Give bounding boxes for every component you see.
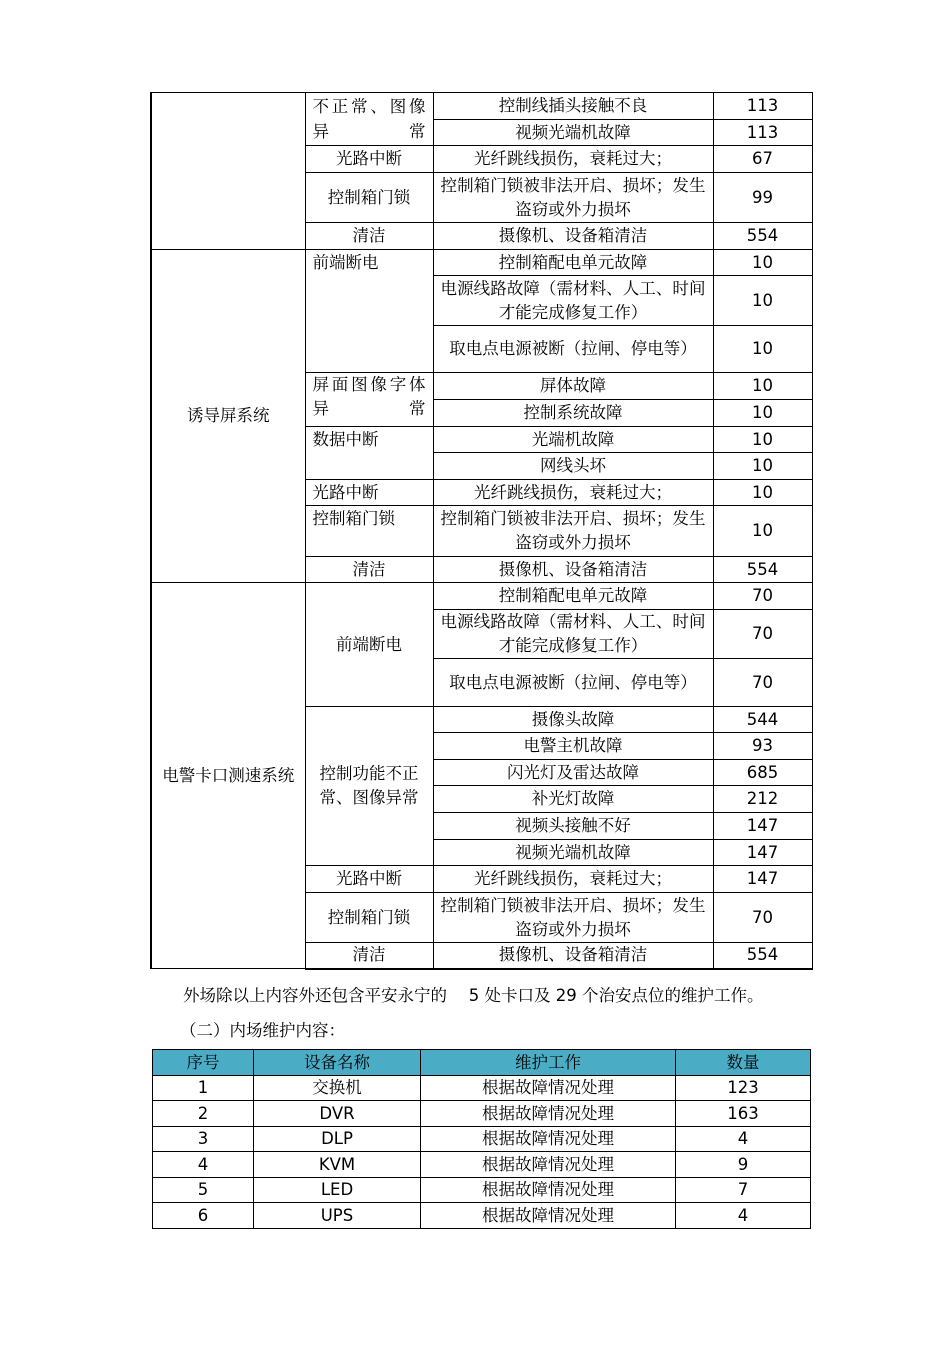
fault-cell: 光路中断 <box>305 146 433 173</box>
fault-cell: 屏面图像字体异常 <box>305 373 433 427</box>
cause-cell: 补光灯故障 <box>433 786 713 813</box>
cause-cell: 控制系统故障 <box>433 400 713 427</box>
cause-cell: 视频光端机故障 <box>433 120 713 146</box>
table-row <box>153 1178 811 1203</box>
table-row <box>153 1127 811 1152</box>
device-cell: KVM <box>254 1152 421 1178</box>
qty-cell: 212 <box>713 786 812 813</box>
cause-cell: 闪光灯及雷达故障 <box>433 760 713 786</box>
section-heading: （二）内场维护内容： <box>180 1021 345 1040</box>
cause-cell: 电源线路故障（需材料、人工、时间才能完成修复工作） <box>433 610 713 659</box>
cause-cell: 控制箱门锁被非法开启、损坏；发生盗窃或外力损坏 <box>433 506 713 557</box>
fault-cell: 前端断电 <box>305 250 433 373</box>
qty-cell: 147 <box>713 813 812 840</box>
fault-cell: 光路中断 <box>305 866 433 893</box>
table-header-row <box>153 1050 811 1076</box>
work-cell: 根据故障情况处理 <box>421 1101 676 1127</box>
qty-cell: 70 <box>713 659 812 707</box>
cause-cell: 控制线插头接触不良 <box>433 93 713 120</box>
cause-cell: 摄像头故障 <box>433 707 713 733</box>
index-cell: 3 <box>153 1127 254 1152</box>
fault-cell: 清洁 <box>305 943 433 969</box>
qty-cell: 123 <box>676 1076 811 1101</box>
cause-cell: 控制箱配电单元故障 <box>433 583 713 610</box>
work-cell: 根据故障情况处理 <box>421 1203 676 1229</box>
fault-cell: 控制功能不正常、图像异常 <box>305 707 433 866</box>
qty-cell: 147 <box>713 840 812 866</box>
table-row <box>153 1152 811 1178</box>
qty-cell: 10 <box>713 506 812 557</box>
cause-cell: 控制箱门锁被非法开启、损坏；发生盗窃或外力损坏 <box>433 893 713 943</box>
qty-cell: 70 <box>713 893 812 943</box>
qty-cell: 163 <box>676 1101 811 1127</box>
qty-cell: 10 <box>713 480 812 506</box>
cause-cell: 摄像机、设备箱清洁 <box>433 557 713 583</box>
index-cell: 2 <box>153 1101 254 1127</box>
cause-cell: 摄像机、设备箱清洁 <box>433 943 713 969</box>
qty-cell: 93 <box>713 733 812 760</box>
qty-cell: 10 <box>713 276 812 326</box>
table-row <box>151 583 812 610</box>
qty-cell: 554 <box>713 557 812 583</box>
qty-cell: 7 <box>676 1178 811 1203</box>
indoor-maintenance-table <box>152 1049 811 1229</box>
qty-cell: 67 <box>713 146 812 173</box>
device-cell: DLP <box>254 1127 421 1152</box>
work-cell: 根据故障情况处理 <box>421 1076 676 1101</box>
device-cell: LED <box>254 1178 421 1203</box>
qty-cell: 4 <box>676 1203 811 1229</box>
qty-cell: 554 <box>713 943 812 969</box>
qty-cell: 544 <box>713 707 812 733</box>
system-cell <box>151 93 305 250</box>
cause-cell: 网线头坏 <box>433 453 713 480</box>
qty-cell: 10 <box>713 427 812 453</box>
qty-cell: 685 <box>713 760 812 786</box>
fault-cell: 控制箱门锁 <box>305 506 433 557</box>
system-cell: 诱导屏系统 <box>151 250 305 583</box>
device-cell: UPS <box>254 1203 421 1229</box>
qty-cell: 10 <box>713 250 812 276</box>
cause-cell: 控制箱配电单元故障 <box>433 250 713 276</box>
cause-cell: 取电点电源被断（拉闸、停电等） <box>433 326 713 373</box>
device-cell: DVR <box>254 1101 421 1127</box>
system-cell: 电警卡口测速系统 <box>151 583 305 969</box>
header-work: 维护工作 <box>421 1050 676 1076</box>
fault-cell: 数据中断 <box>305 427 433 480</box>
table-row <box>153 1076 811 1101</box>
cause-cell: 光纤跳线损伤，衰耗过大； <box>433 480 713 506</box>
fault-cell: 清洁 <box>305 223 433 250</box>
header-device: 设备名称 <box>254 1050 421 1076</box>
cause-cell: 光纤跳线损伤，衰耗过大； <box>433 146 713 173</box>
header-qty: 数量 <box>676 1050 811 1076</box>
work-cell: 根据故障情况处理 <box>421 1152 676 1178</box>
qty-cell: 10 <box>713 400 812 427</box>
qty-cell: 113 <box>713 93 812 120</box>
cause-cell: 屏体故障 <box>433 373 713 400</box>
outdoor-maintenance-table <box>150 92 813 970</box>
qty-cell: 113 <box>713 120 812 146</box>
index-cell: 4 <box>153 1152 254 1178</box>
cause-cell: 取电点电源被断（拉闸、停电等） <box>433 659 713 707</box>
qty-cell: 70 <box>713 583 812 610</box>
work-cell: 根据故障情况处理 <box>421 1127 676 1152</box>
fault-cell: 前端断电 <box>305 583 433 707</box>
index-cell: 5 <box>153 1178 254 1203</box>
qty-cell: 4 <box>676 1127 811 1152</box>
cause-cell: 视频头接触不好 <box>433 813 713 840</box>
fault-cell: 光路中断 <box>305 480 433 506</box>
fault-cell: 控制箱门锁 <box>305 893 433 943</box>
index-cell: 1 <box>153 1076 254 1101</box>
cause-cell: 摄像机、设备箱清洁 <box>433 223 713 250</box>
qty-cell: 554 <box>713 223 812 250</box>
qty-cell: 10 <box>713 326 812 373</box>
qty-cell: 147 <box>713 866 812 893</box>
cause-cell: 光端机故障 <box>433 427 713 453</box>
table-row <box>151 250 812 276</box>
work-cell: 根据故障情况处理 <box>421 1178 676 1203</box>
outdoor-note-paragraph: 外场除以上内容外还包含平安永宁的 5 处卡口及 29 个治安点位的维护工作。 <box>183 986 764 1005</box>
device-cell: 交换机 <box>254 1076 421 1101</box>
table-row <box>151 93 812 120</box>
cause-cell: 视频光端机故障 <box>433 840 713 866</box>
fault-cell: 控制箱门锁 <box>305 173 433 223</box>
cause-cell: 光纤跳线损伤，衰耗过大； <box>433 866 713 893</box>
cause-cell: 电源线路故障（需材料、人工、时间才能完成修复工作） <box>433 276 713 326</box>
index-cell: 6 <box>153 1203 254 1229</box>
fault-cell: 清洁 <box>305 557 433 583</box>
cause-cell: 控制箱门锁被非法开启、损坏；发生盗窃或外力损坏 <box>433 173 713 223</box>
qty-cell: 70 <box>713 610 812 659</box>
qty-cell: 10 <box>713 373 812 400</box>
qty-cell: 9 <box>676 1152 811 1178</box>
qty-cell: 99 <box>713 173 812 223</box>
fault-cell: 不正常、图像异常 <box>305 93 433 146</box>
cause-cell: 电警主机故障 <box>433 733 713 760</box>
qty-cell: 10 <box>713 453 812 480</box>
table-row <box>153 1101 811 1127</box>
header-index: 序号 <box>153 1050 254 1076</box>
table-row <box>153 1203 811 1229</box>
